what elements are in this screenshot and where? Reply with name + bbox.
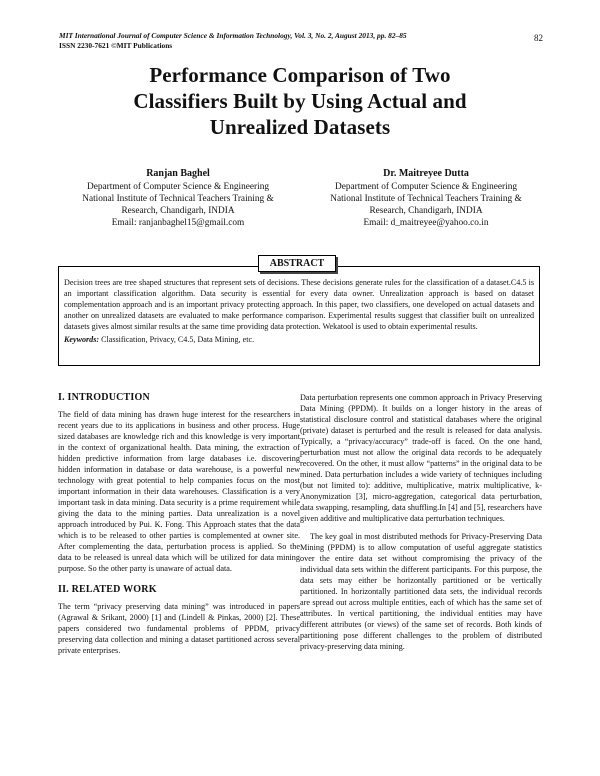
- author-name: Ranjan Baghel: [146, 168, 210, 179]
- author-department: Department of Computer Science & Engineering: [334, 182, 517, 192]
- author-institute: National Institute of Technical Teachers Training &: [82, 194, 274, 204]
- author-institute: National Institute of Technical Teachers Training &: [330, 194, 522, 204]
- issn-line: ISSN 2230-7621 ©MIT Publications: [59, 41, 173, 50]
- title-line-1: Performance Comparison of Two: [149, 63, 451, 87]
- author-email: Email: ranjanbaghel15@gmail.com: [111, 218, 245, 228]
- related-work-paragraph: The term “privacy preserving data mining” was introduced in papers (Agrawal & Srikant, 2000) [1] and (Lindell & Pinkas, 2000) [2]. These papers considered two fundamental problems of PPDM, privacy preserving data collection and mining a dataset partitioned across several private enterprises.: [58, 602, 300, 655]
- page-number: 82: [534, 33, 543, 43]
- introduction-paragraph: The field of data mining has drawn huge interest for the researchers in recent years due to its applications in business and other process. Huge sized databases are knowledge rich and this knowledge is very important in the context of organizational health. Data mining, the extraction of hidden predictive information from large databases i.e. discovering hidden information in database or data warehouse, is a powerful new technology with great potential to help companies focus on the most important information in their data warehouses. Classification is a very important task in data mining. Data security is a prime requirement while giving the data to the mining parties. Data unrealization is a novel approach introduced by Pui. K. Fong. This Approach states that the data which is to be released to other parties is complemented at owner site. After complementing the data, perturbation process is applied. So the data to be released is unreal data which will be utilized for data mining purpose. So the other party is unaware of actual data.: [58, 410, 300, 573]
- keywords-text: Classification, Privacy, C4.5, Data Mining, etc.: [99, 335, 255, 344]
- section-heading-related-work: II. RELATED WORK: [58, 584, 157, 595]
- keywords-label: Keywords:: [64, 335, 100, 344]
- left-column: [58, 392, 300, 656]
- abstract-box: [58, 266, 540, 366]
- author-name: Dr. Maitreyee Dutta: [383, 168, 469, 179]
- title-line-2: Classifiers Built by Using Actual and: [133, 89, 467, 113]
- author-block-1: [58, 168, 298, 229]
- author-location: Research, Chandigarh, INDIA: [369, 206, 483, 216]
- author-location: Research, Chandigarh, INDIA: [121, 206, 235, 216]
- distributed-ppdm-paragraph: The key goal in most distributed methods for Privacy-Preserving Data Mining (PPDM) is to allow computation of useful aggregate statistics over the entire data set without compromising the privacy of the individual data sets within the different participants. For this purpose, the data sets may either be horizontally partitioned or be vertically partitioned. In horizontally partitioned data sets, the individual records are spread out across multiple entities, each of which has the same set of attributes. In vertical partitioning, the individual entities may have different attributes (or views) of the same set of records. Both kinds of partitioning pose different challenges to the problem of distributed privacy-preserving data mining.: [300, 532, 542, 651]
- author-department: Department of Computer Science & Engineering: [86, 182, 269, 192]
- title-line-3: Unrealized Datasets: [209, 115, 391, 139]
- right-column: [300, 392, 542, 652]
- author-block-2: [306, 168, 546, 229]
- paper-title: [0, 62, 600, 140]
- journal-citation: MIT International Journal of Computer Science & Information Technology, Vol. 3, No. 2, August 2013, pp. 82–85: [59, 31, 407, 40]
- perturbation-paragraph: Data perturbation represents one common approach in Privacy Preserving Data Mining (PPDM). It builds on a longer history in the areas of statistical disclosure control and statistical databases where the original (private) dataset is perturbed and the result is released for data analysis. Typically, a “privacy/accuracy” trade-off is faced. On the one hand, perturbation must not allow the original data records to be adequately recovered. On the other, it must allow “patterns” in the original data to be mined. Data perturbation includes a wide variety of techniques including (but not limited to): additive, multiplicative, matrix multiplicative, k-Anonymization [3], micro-aggregation, categorical data perturbation, data swapping, resampling, data shuffling.In [4] and [5], researchers have given additive and multiplicative data perturbation techniques.: [300, 393, 542, 523]
- author-email: Email: d_maitreyee@yahoo.co.in: [363, 218, 489, 228]
- journal-header: [59, 31, 549, 51]
- section-heading-introduction: I. INTRODUCTION: [58, 392, 150, 403]
- keywords-line: [64, 334, 534, 345]
- abstract-label: ABSTRACT: [258, 255, 336, 272]
- abstract-text: Decision trees are tree shaped structures that represent sets of decisions. These decisions generate rules for the classification of a dataset.C4.5 is an important classification algorithm. Data security is essential for every data owner. Unrealization approach is based on dataset complementation approach and is an important privacy protecting approach. In this paper, two classifiers, one developed on actual datasets and another on unrealized datasets are evaluated to make performance comparison. Experimental results suggest that classifier built on unrealized datasets gives almost similar results at the same time providing data protection. Wekatool is used to obtain experimental results.: [64, 278, 534, 331]
